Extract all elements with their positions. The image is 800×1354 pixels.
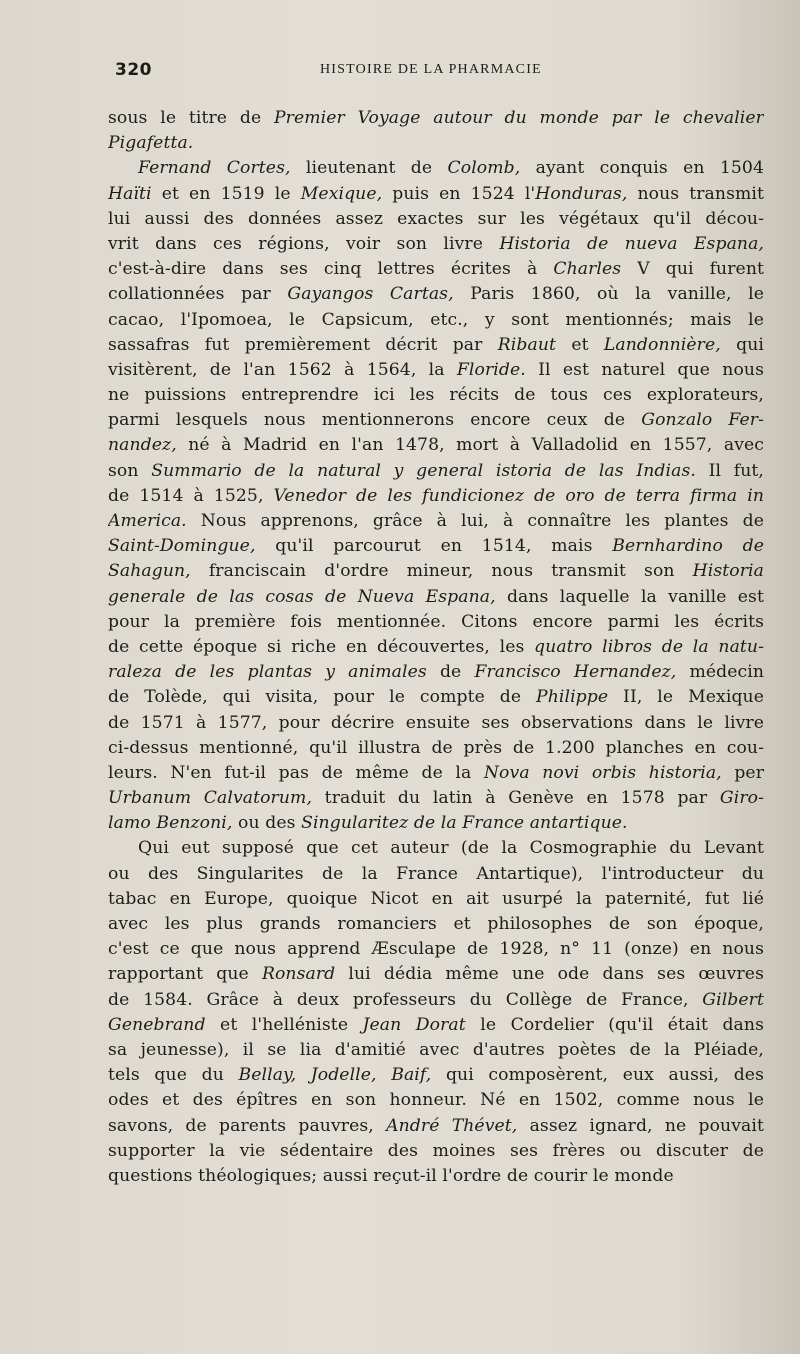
text-run: lieutenant de [290, 158, 448, 179]
text-run: lui aussi des données assez exactes sur les végétaux qu'il décou- [108, 208, 764, 229]
text-run: collationnées par [108, 284, 288, 305]
italic-text: Bernhardino de [612, 536, 764, 557]
text-run: de cette époque si riche en découvertes, les [108, 636, 535, 657]
text-line [108, 988, 764, 1013]
text-line [108, 1088, 764, 1113]
text-line [108, 736, 764, 761]
text-line [108, 433, 764, 458]
text-line [108, 635, 764, 660]
italic-text: Landonnière, [603, 334, 721, 355]
text-run: Nous apprenons, grâce à lui, à connaître les plantes de [186, 511, 764, 531]
italic-text: Singularitez de la France antartique. [301, 813, 628, 834]
italic-text: Charles [553, 259, 622, 280]
italic-text: Haïti [108, 183, 152, 204]
text-run: ci-dessus mentionné, qu'il illustra de près de 1.200 planches en cou- [108, 737, 764, 758]
text-line [108, 207, 764, 232]
text-run: savons, de parents pauvres, [108, 1115, 387, 1136]
text-run: II, le Mexique [608, 687, 764, 708]
page-number: 320 [115, 60, 152, 80]
text-run: questions théologiques; aussi reçut-il l'ordre de courir le monde [108, 1165, 674, 1186]
italic-text: Saint-Domingue, [108, 536, 256, 557]
italic-text: Genebrand [108, 1014, 206, 1035]
italic-text: Urbanum Calvatorum, [108, 788, 313, 809]
text-line [108, 383, 764, 408]
text-line [108, 862, 764, 887]
italic-text: Historia de nueva Espana, [499, 233, 764, 254]
text-line [108, 685, 764, 710]
text-run: tabac en Europe, quoique Nicot en ait usurpé la paternité, fut lié [108, 888, 764, 909]
text-line [108, 1013, 764, 1038]
text-run: sous le titre de [108, 108, 274, 128]
text-run: cacao, l'Ipomoea, le Capsicum, etc., y sont mentionnés; mais le [108, 309, 764, 330]
italic-text: Sahagun, [108, 561, 191, 582]
italic-text: Gilbert [702, 989, 764, 1010]
text-run: et en 1519 le [151, 183, 301, 204]
text-line [108, 610, 764, 635]
text-line [108, 1038, 764, 1063]
text-run: rapportant que [108, 964, 262, 985]
text-run: vrit dans ces régions, voir son livre [108, 233, 500, 254]
text-run: de 1571 à 1577, pour décrire ensuite ses observations dans le livre [108, 712, 764, 733]
text-line [108, 484, 764, 509]
italic-text: Venedor de les fundicionez de oro de terra firma in [273, 485, 764, 506]
text-run: qui composèrent, eux aussi, des [431, 1065, 764, 1086]
italic-text: raleza de les plantas y animales [108, 662, 427, 683]
text-line [108, 534, 764, 559]
text-line [108, 711, 764, 736]
text-run: Qui eut supposé que cet auteur (de la Cosmographie du Levant [138, 838, 764, 859]
text-line [108, 1139, 764, 1164]
text-run: V qui furent [621, 259, 764, 280]
text-line [108, 585, 764, 610]
italic-text: America. [108, 511, 187, 531]
text-run: visitèrent, de l'an 1562 à 1564, la [108, 359, 457, 380]
text-run: per [721, 762, 764, 783]
italic-text: Premier Voyage autour du monde par le chevalier [273, 108, 764, 128]
text-line [108, 1114, 764, 1139]
italic-text: quatro libros de la natu- [534, 636, 764, 657]
text-run: nous transmit [627, 183, 764, 204]
text-line [108, 358, 764, 383]
text-run: pour la première fois mentionnée. Citons encore parmi les écrits [108, 611, 764, 632]
italic-text: Gonzalo Fer- [641, 410, 764, 431]
text-line [108, 282, 764, 307]
text-line [108, 106, 764, 131]
text-line [108, 912, 764, 937]
text-run: sassafras fut premièrement décrit par [108, 334, 498, 355]
text-run: Il fut, [695, 460, 764, 481]
italic-text: Honduras, [535, 183, 628, 204]
text-line [108, 156, 764, 181]
text-run: c'est ce que nous apprend Æsculape de 1928, n° 11 (onze) en nous [108, 939, 764, 960]
text-run: avec les plus grands romanciers et philosophes de son époque, [108, 914, 764, 934]
italic-text: Philippe [536, 687, 609, 708]
text-run: de [426, 662, 475, 683]
text-line [108, 308, 764, 333]
text-run: ayant conquis en 1504 [520, 158, 764, 179]
italic-text: lamo Benzoni, [108, 813, 233, 834]
text-line [108, 232, 764, 257]
text-run: de 1514 à 1525, [108, 485, 274, 506]
text-run: son [108, 460, 152, 481]
italic-text: Floride. [456, 359, 526, 380]
text-run: de Tolède, qui visita, pour le compte de [108, 687, 537, 708]
text-line [108, 811, 764, 836]
text-line [108, 131, 764, 156]
italic-text: Bellay, Jodelle, Baif, [238, 1065, 432, 1086]
italic-text: André Thévet, [386, 1115, 518, 1136]
text-run: ou des Singularites de la France Antartique), l'introducteur du [108, 863, 764, 884]
text-line [108, 509, 764, 534]
italic-text: Historia [692, 561, 764, 582]
text-line [108, 559, 764, 584]
italic-text: Ronsard [261, 964, 336, 985]
running-title: HISTOIRE DE LA PHARMACIE [320, 62, 542, 77]
text-run: Paris 1860, où la vanille, le [453, 284, 764, 305]
text-run: né à Madrid en l'an 1478, mort à Valladolid en 1557, avec [176, 435, 764, 456]
text-run: lui dédia même une ode dans ses œuvres [335, 964, 764, 985]
text-line [108, 786, 764, 811]
italic-text: Gayangos Cartas, [287, 284, 454, 305]
italic-text: Colomb, [447, 158, 521, 179]
text-line [108, 887, 764, 912]
text-run: qui [720, 334, 764, 355]
text-run: Il est naturel que nous [525, 359, 764, 380]
text-run: parmi lesquels nous mentionnerons encore ceux de [108, 410, 642, 431]
text-line [108, 761, 764, 786]
text-run: franciscain d'ordre mineur, nous transmit son [190, 561, 693, 582]
italic-text: nandez, [108, 435, 177, 456]
text-run: et l'helléniste [205, 1014, 363, 1035]
italic-text: Pigafetta. [108, 133, 194, 154]
italic-text: generale de las cosas de Nueva Espana, [108, 586, 496, 607]
text-run: de 1584. Grâce à deux professeurs du Collège de France, [108, 989, 703, 1010]
text-line [108, 182, 764, 207]
italic-text: Nova novi orbis historia, [483, 762, 722, 783]
text-run: ne puissions entreprendre ici les récits de tous ces explorateurs, [108, 385, 764, 406]
text-line [108, 660, 764, 685]
text-line [108, 1063, 764, 1088]
text-line [108, 836, 764, 861]
text-run: médecin [676, 662, 764, 683]
text-run: le Cordelier (qu'il était dans [465, 1014, 764, 1035]
text-run: sa jeunesse), il se lia d'amitié avec d'autres poètes de la Pléiade, [108, 1039, 764, 1060]
italic-text: Fernand Cortes, [138, 158, 291, 179]
text-run: supporter la vie sédentaire des moines ses frères ou discuter de [108, 1140, 764, 1161]
text-line [108, 257, 764, 282]
italic-text: Summario de la natural y general istoria de las Indias. [151, 460, 696, 481]
text-run: ou des [232, 813, 302, 834]
italic-text: Ribaut [497, 334, 557, 355]
text-run: tels que du [108, 1065, 239, 1086]
text-run: puis en 1524 l' [382, 183, 536, 204]
text-line [108, 459, 764, 484]
text-run: leurs. N'en fut-il pas de même de la [108, 762, 484, 783]
page-header [115, 60, 765, 84]
italic-text: Giro- [719, 788, 764, 809]
italic-text: Jean Dorat [362, 1014, 466, 1035]
text-run: odes et des épîtres en son honneur. Né en 1502, comme nous le [108, 1090, 764, 1111]
text-run: assez ignard, ne pouvait [517, 1115, 764, 1136]
italic-text: Francisco Hernandez, [474, 662, 677, 683]
text-run: traduit du latin à Genève en 1578 par [312, 788, 720, 809]
text-run: et [556, 334, 604, 355]
text-run: qu'il parcourut en 1514, mais [255, 536, 613, 557]
body-text [108, 106, 764, 1189]
text-line [108, 937, 764, 962]
text-line [108, 1164, 764, 1189]
text-line [108, 962, 764, 987]
text-line [108, 333, 764, 358]
text-run: dans laquelle la vanille est [495, 586, 764, 607]
italic-text: Mexique, [300, 183, 383, 204]
text-line [108, 408, 764, 433]
text-run: c'est-à-dire dans ses cinq lettres écrites à [108, 259, 554, 280]
